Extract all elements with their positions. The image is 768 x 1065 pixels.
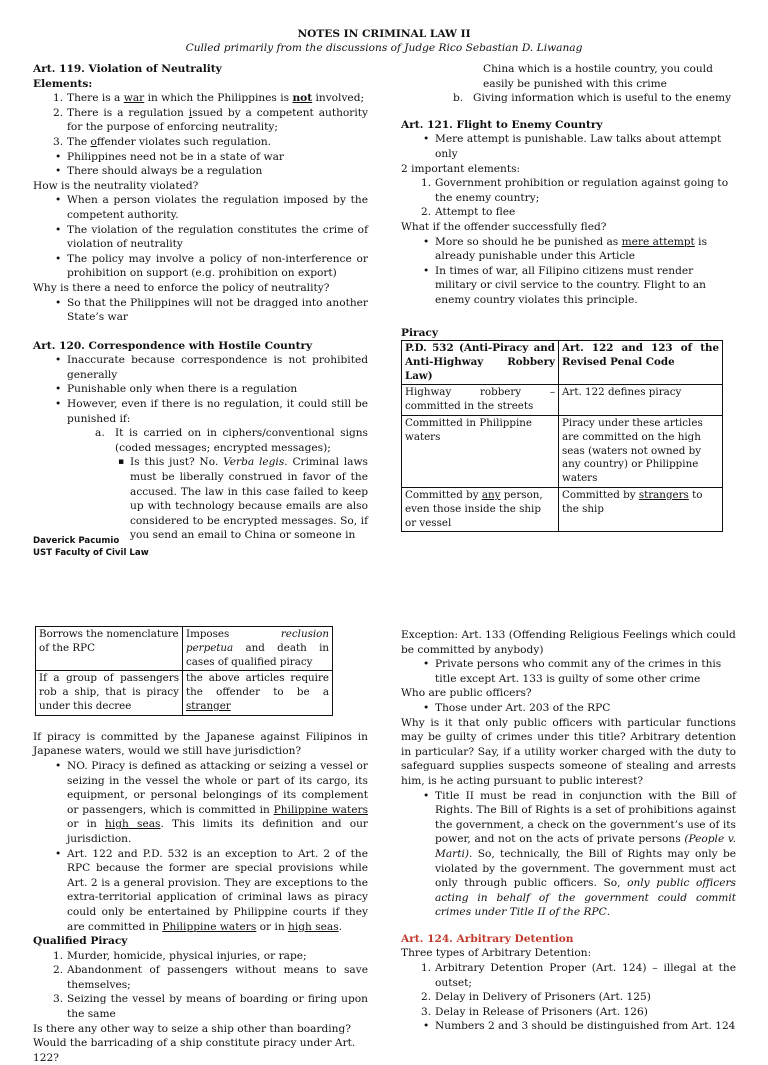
- list-item: a. It is carried on in ciphers/conventional signs (coded messages; encrypted messages);: [95, 427, 368, 454]
- qualified-piracy-list: [33, 949, 368, 1022]
- table-cell: Art. 122 defines piracy: [559, 385, 723, 416]
- art120-heading: Art. 120. Correspondence with Hostile Country: [33, 339, 313, 352]
- table-cell: Piracy under these articles are committed on the high seas (waters not owned by any country) or Philippine waters: [559, 416, 723, 488]
- list-item: • The policy may involve a policy of non-interference or prohibition on support (e.g. prohibition on export): [33, 252, 368, 281]
- list-item: 3. The offender violates such regulation.: [53, 135, 272, 148]
- table-cell: Borrows the nomenclature of the RPC: [36, 627, 183, 671]
- question: Is there any other way to seize a ship other than boarding?: [33, 1022, 351, 1035]
- elements-label: Elements:: [33, 77, 93, 90]
- continued-text: 2 important elements:: [401, 162, 521, 175]
- art119-heading: Art. 119. Violation of Neutrality: [33, 63, 222, 75]
- list-item: 3. Seizing the vessel by means of boarding or firing upon the same: [53, 993, 368, 1021]
- list-item: • When a person violates the regulation imposed by the competent authority.: [33, 193, 368, 222]
- list-item: b. Giving information which is useful to the enemy: [453, 92, 732, 105]
- page-subtitle: Culled primarily from the discussions of Judge Rico Sebastian D. Liwanag: [185, 42, 583, 54]
- table-cell: If a group of passengers rob a ship, that is piracy under this decree: [36, 671, 183, 715]
- question: Why is it that only public officers with particular functions may be guilty of crimes under this title? Arbitrary detention in particular? Say, if a utility worker charged with the duty to safeguard supplies suspects someone of stealing and arrests him, is he acting pursuant to public interest?: [401, 716, 736, 787]
- table-header-row: [402, 341, 723, 385]
- table-row: [36, 627, 333, 671]
- table-row: [402, 385, 723, 416]
- list-item: • Private persons who commit any of the crimes in this title except Art. 133 is guilty of some other crime: [401, 657, 736, 686]
- question: Who are public officers?: [401, 687, 532, 700]
- answer-list: [401, 701, 736, 716]
- list-item: • Those under Art. 203 of the RPC: [401, 701, 736, 716]
- table-row: [36, 671, 333, 715]
- table-cell: the above articles require the offender to be a stranger: [183, 671, 333, 715]
- table-cell: Committed in Philippine waters: [402, 416, 559, 488]
- list-item: 3. Delay in Release of Prisoners (Art. 126): [421, 1005, 648, 1018]
- art119-elements: [33, 91, 368, 149]
- page-2: [0, 616, 768, 1064]
- question: Why is there a need to enforce the policy of neutrality?: [33, 281, 330, 294]
- qualified-piracy-heading: Qualified Piracy: [33, 935, 128, 948]
- art120-subnote: [33, 455, 368, 543]
- list-item: • Title II must be read in conjunction with the Bill of Rights. The Bill of Rights is a set of prohibitions against the government, a check on the government’s use of its power, and not on the acts of private persons (People v. Marti). So, technically, the Bill of Rights may only be violated by the government. The government must act only through public officers. So, only public officers acting in behalf of the government could commit crimes under Title II of the RPC.: [401, 789, 736, 920]
- art121-elements: [401, 176, 736, 220]
- answer-list: [401, 789, 736, 920]
- list-item: • Inaccurate because correspondence is not prohibited generally: [33, 353, 368, 382]
- exception-text: Exception: Art. 133 (Offending Religious Feelings which could be committed by anybody): [401, 629, 736, 656]
- list-item: 1. Arbitrary Detention Proper (Art. 124) – illegal at the outset;: [421, 962, 736, 989]
- table-cell: Committed by any person, even those inside the ship or vessel: [402, 488, 559, 532]
- table-cell: Highway robbery – committed in the streets: [402, 385, 559, 416]
- list-item: • The violation of the regulation constitutes the crime of violation of neutrality: [33, 223, 368, 252]
- art124-note: [401, 1019, 736, 1034]
- art124-heading: Art. 124. Arbitrary Detention: [401, 932, 574, 945]
- table-row: [402, 416, 723, 488]
- list-item: • Punishable only when there is a regulation: [33, 382, 368, 397]
- left-column: [33, 62, 368, 543]
- question: Would the barricading of a ship constitute piracy under Art. 122?: [33, 1037, 356, 1064]
- art120-sublist-b: [391, 91, 736, 106]
- list-item: • Numbers 2 and 3 should be distinguished from Art. 124: [401, 1019, 736, 1034]
- art120-sublist: [33, 426, 368, 455]
- list-item: 2. There is a regulation issued by a competent authority for the purpose of enforcing neutrality;: [53, 106, 368, 134]
- question: What if the offender successfully fled?: [401, 220, 607, 233]
- page-title: NOTES IN CRIMINAL LAW II: [297, 28, 471, 40]
- table-cell: Committed by strangers to the ship: [559, 488, 723, 532]
- list-item: • There should always be a regulation: [33, 164, 368, 179]
- list-item: 2. Delay in Delivery of Prisoners (Art. 125): [421, 991, 651, 1004]
- right-column: [401, 62, 736, 532]
- school-name: UST Faculty of Civil Law: [33, 548, 149, 558]
- list-item: • Mere attempt is punishable. Law talks about attempt only: [401, 132, 736, 161]
- list-item: • In times of war, all Filipino citizens must render military or civil service to the country. Flight to an enemy country violates this principle.: [401, 264, 736, 308]
- list-item: • Philippines need not be in a state of war: [33, 150, 368, 165]
- continued-text: China which is a hostile country, you could easily be punished with this crime: [483, 63, 713, 90]
- art124-types-list: [401, 961, 736, 1019]
- art119-element-notes: [33, 150, 368, 179]
- table-header-cell: Art. 122 and 123 of the Revised Penal Code: [559, 341, 723, 385]
- list-item: • However, even if there is no regulation, it could still be punished if:: [33, 397, 368, 426]
- question: How is the neutrality violated?: [33, 179, 199, 192]
- list-item: 1. There is a war in which the Philippines is not involved;: [53, 92, 365, 105]
- list-item: • NO. Piracy is defined as attacking or seizing a vessel or seizing in the vessel the whole or part of its cargo, its equipment, or personal belongings of its complement or passengers, which is committed in Philippine waters or in high seas. This limits its definition and our jurisdiction.: [33, 759, 368, 847]
- art121-note: [401, 132, 736, 161]
- answer-list: [401, 235, 736, 308]
- table-header-cell: P.D. 532 (Anti-Piracy and Anti-Highway Robbery Law): [402, 341, 559, 385]
- list-item: • So that the Philippines will not be dragged into another State’s war: [33, 296, 368, 325]
- piracy-heading: Piracy: [401, 326, 439, 339]
- left-column: [33, 626, 368, 1065]
- list-item: 1. Murder, homicide, physical injuries, or rape;: [53, 949, 307, 962]
- table-cell: Imposes reclusion perpetua and death in cases of qualified piracy: [183, 627, 333, 671]
- right-column: [401, 628, 736, 1034]
- list-item: 2. Abandonment of passengers without means to save themselves;: [53, 964, 368, 991]
- answer-list: [33, 193, 368, 281]
- list-item: 2. Attempt to flee: [421, 206, 516, 219]
- piracy-comparison-table: [401, 340, 723, 532]
- art124-intro: Three types of Arbitrary Detention:: [401, 947, 592, 960]
- table-row: [402, 488, 723, 532]
- footer: [33, 535, 149, 559]
- list-item: ▪ Is this just? No. Verba legis. Criminal laws must be liberally construed in favor of the accused. The law in this case failed to keep up with technology because emails are also considered to be encrypted messages. So, if you send an email to China or someone in: [33, 455, 368, 543]
- art120-notes: [33, 353, 368, 426]
- answer-list: [33, 759, 368, 934]
- list-item: 1. Government prohibition or regulation against going to the enemy country;: [421, 177, 729, 204]
- question: If piracy is committed by the Japanese against Filipinos in Japanese waters, would we still have jurisdiction?: [33, 730, 368, 758]
- list-item: • Art. 122 and P.D. 532 is an exception to Art. 2 of the RPC because the former are special provisions while Art. 2 is a general provision. They are exceptions to the extra-territorial application of criminal laws as piracy could only be entertained by Philippine courts if they are committed in Philippine waters or in high seas.: [33, 847, 368, 935]
- piracy-comparison-table-continued: [35, 626, 333, 716]
- art121-heading: Art. 121. Flight to Enemy Country: [401, 118, 603, 131]
- list-item: • More so should he be punished as mere attempt is already punishable under this Article: [401, 235, 736, 264]
- answer-list: [401, 657, 736, 686]
- author-name: Daverick Pacumio: [33, 536, 120, 546]
- answer-list: [33, 296, 368, 325]
